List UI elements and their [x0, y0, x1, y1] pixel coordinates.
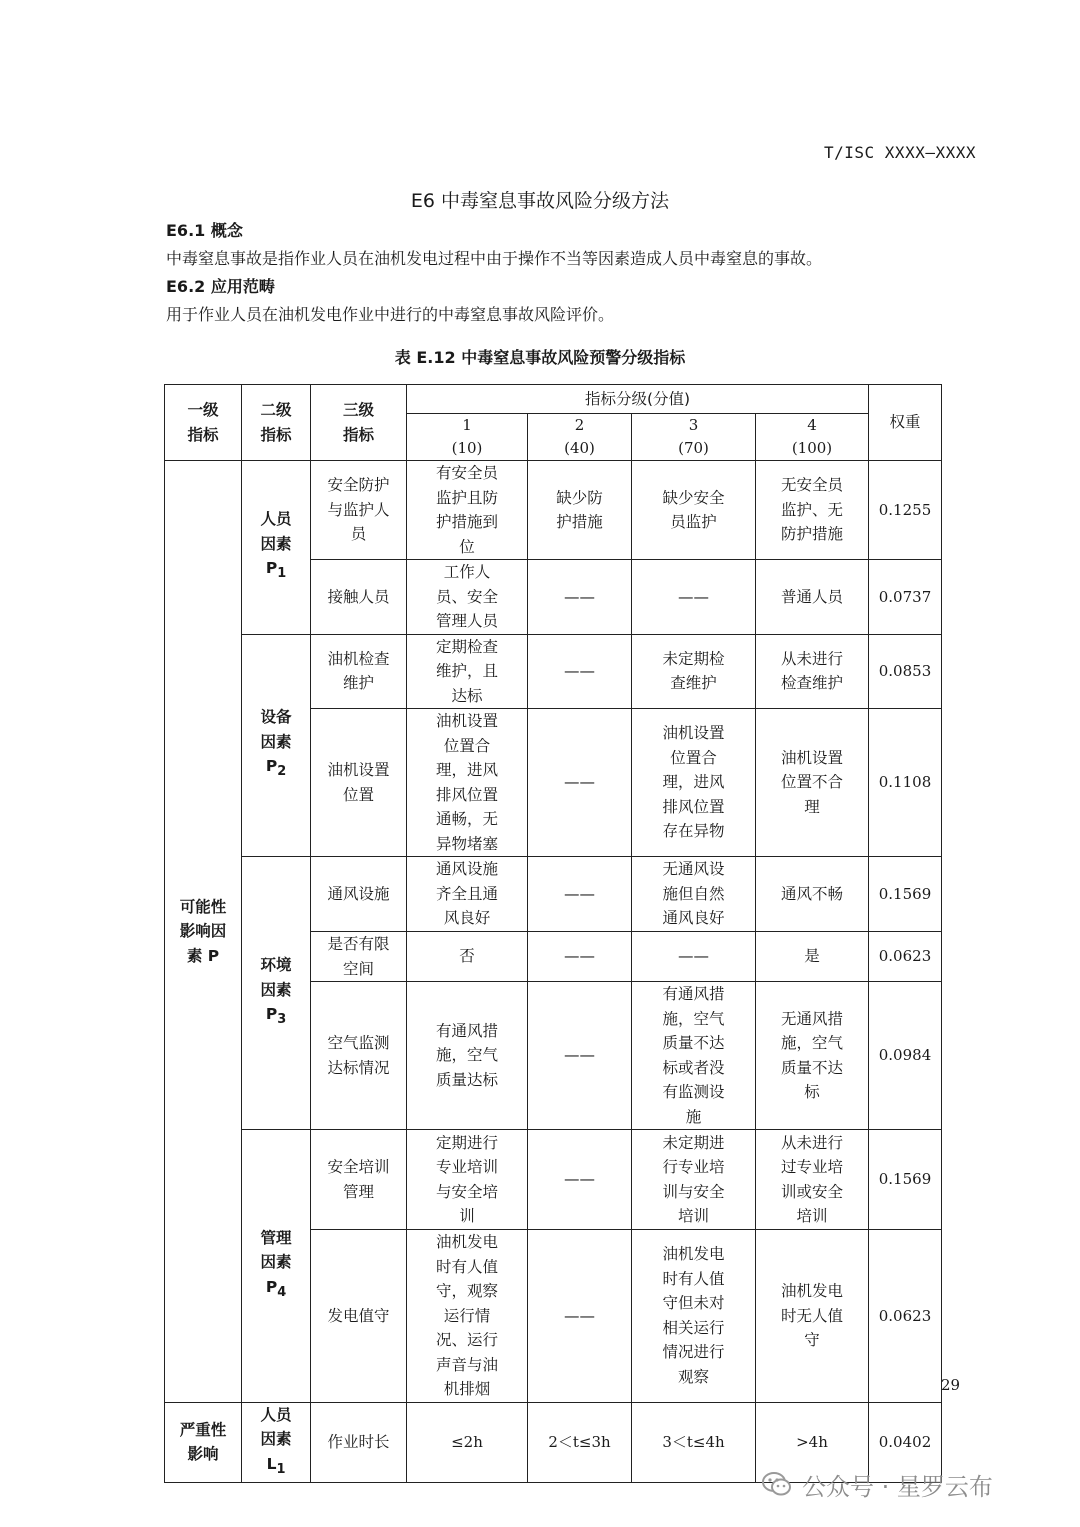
table-weight: 0.0623	[869, 932, 942, 982]
table-cell: 2＜t≤3h	[528, 1402, 632, 1483]
header-weight: 权重	[869, 385, 942, 461]
document-code: T/ISC XXXX—XXXX	[824, 143, 976, 162]
table-cell: ——	[528, 709, 632, 857]
table-row-name: 安全培训管理	[311, 1130, 407, 1230]
table-cell: 无安全员监护、无防护措施	[756, 461, 869, 560]
watermark	[760, 1466, 993, 1502]
table-row-name: 是否有限空间	[311, 932, 407, 982]
table-cell: 定期检查维护，且达标	[407, 634, 528, 709]
table-cell: ——	[528, 857, 632, 932]
table-cell: 未定期进行专业培训与安全培训	[632, 1130, 756, 1230]
header-level2: 二级指标	[242, 385, 311, 461]
table-cell: 否	[407, 932, 528, 982]
table-row-name: 油机设置位置	[311, 709, 407, 857]
risk-grading-table	[164, 384, 942, 1483]
table-cell: 是	[756, 932, 869, 982]
table-cell: 无通风设施但自然通风良好	[632, 857, 756, 932]
table-row-name: 通风设施	[311, 857, 407, 932]
table-cell: ——	[632, 932, 756, 982]
table-cell: 有通风措施，空气质量不达标或者没有监测设施	[632, 982, 756, 1130]
header-level-1: 1 (10)	[407, 414, 528, 461]
table-row-name: 安全防护与监护人员	[311, 461, 407, 560]
table-cell: 油机设置位置合理，进风排风位置存在异物	[632, 709, 756, 857]
table-cell: 油机发电时有人值守，观察运行情况、运行声音与油机排烟	[407, 1230, 528, 1403]
table-row-name: 作业时长	[311, 1402, 407, 1483]
watermark-text: 公众号 · 星罗云布	[802, 1472, 993, 1501]
table-cell: 油机设置位置合理，进风排风位置通畅，无异物堵塞	[407, 709, 528, 857]
sub-factor-p4: 管理因素 $P_4$	[242, 1130, 311, 1403]
group-possibility: 可能性影响因素 P	[165, 461, 242, 1403]
sub-factor-l1: 人员因素 $L_1$	[242, 1402, 311, 1483]
table-weight: 0.1569	[869, 857, 942, 932]
table-cell: ——	[528, 560, 632, 635]
header-level3: 三级指标	[311, 385, 407, 461]
table-cell: ——	[528, 982, 632, 1130]
subsection-heading-concept: E6.1 概念	[166, 221, 243, 240]
subsection-text-concept: 中毒窒息事故是指作业人员在油机发电过程中由于操作不当等因素造成人员中毒窒息的事故。	[166, 249, 823, 268]
table-cell: 从未进行过专业培训或安全培训	[756, 1130, 869, 1230]
wechat-icon	[760, 1467, 794, 1501]
sub-factor-p2: 设备因素 $P_2$	[242, 634, 311, 857]
table-weight: 0.1569	[869, 1130, 942, 1230]
sub-factor-p1: 人员因素 $P_1$	[242, 461, 311, 635]
table-cell: 油机发电时无人值守	[756, 1230, 869, 1403]
table-cell: 3＜t≤4h	[632, 1402, 756, 1483]
table-weight: 0.0402	[869, 1402, 942, 1483]
table-weight: 0.1255	[869, 461, 942, 560]
table-row-name: 空气监测达标情况	[311, 982, 407, 1130]
table-cell: 通风设施齐全且通风良好	[407, 857, 528, 932]
sub-factor-p3: 环境因素 $P_3$	[242, 857, 311, 1130]
table-cell: ≤2h	[407, 1402, 528, 1483]
table-cell: >4h	[756, 1402, 869, 1483]
section-title: E6 中毒窒息事故风险分级方法	[410, 190, 670, 212]
subsection-heading-scope: E6.2 应用范畴	[166, 277, 275, 296]
subsection-text-scope: 用于作业人员在油机发电作业中进行的中毒窒息事故风险评价。	[166, 305, 615, 324]
table-weight: 0.0984	[869, 982, 942, 1130]
table-cell: 未定期检查维护	[632, 634, 756, 709]
header-level-2: 2 (40)	[528, 414, 632, 461]
table-cell: ——	[632, 560, 756, 635]
header-level-3: 3 (70)	[632, 414, 756, 461]
table-row-name: 油机检查维护	[311, 634, 407, 709]
table-row-name: 接触人员	[311, 560, 407, 635]
table-cell: 无通风措施，空气质量不达标	[756, 982, 869, 1130]
header-grading: 指标分级(分值)	[407, 385, 869, 414]
table-weight: 0.0623	[869, 1230, 942, 1403]
table-weight: 0.0737	[869, 560, 942, 635]
table-weight: 0.0853	[869, 634, 942, 709]
table-cell: 从未进行检查维护	[756, 634, 869, 709]
table-cell: 缺少安全员监护	[632, 461, 756, 560]
table-cell: ——	[528, 1130, 632, 1230]
table-cell: ——	[528, 932, 632, 982]
table-cell: 缺少防护措施	[528, 461, 632, 560]
table-cell: 工作人员、安全管理人员	[407, 560, 528, 635]
table-cell: 有安全员监护且防护措施到位	[407, 461, 528, 560]
group-severity: 严重性影响	[165, 1402, 242, 1483]
table-cell: 有通风措施，空气质量达标	[407, 982, 528, 1130]
table-cell: 普通人员	[756, 560, 869, 635]
table-cell: ——	[528, 1230, 632, 1403]
header-level-4: 4 (100)	[756, 414, 869, 461]
table-cell: 油机发电时有人值守但未对相关运行情况进行观察	[632, 1230, 756, 1403]
table-cell: 定期进行专业培训与安全培训	[407, 1130, 528, 1230]
header-level1: 一级指标	[165, 385, 242, 461]
table-cell: 油机设置位置不合理	[756, 709, 869, 857]
table-row-name: 发电值守	[311, 1230, 407, 1403]
table-weight: 0.1108	[869, 709, 942, 857]
table-caption: 表 E.12 中毒窒息事故风险预警分级指标	[394, 348, 686, 367]
table-cell: 通风不畅	[756, 857, 869, 932]
page-number: 29	[941, 1376, 961, 1394]
table-cell: ——	[528, 634, 632, 709]
